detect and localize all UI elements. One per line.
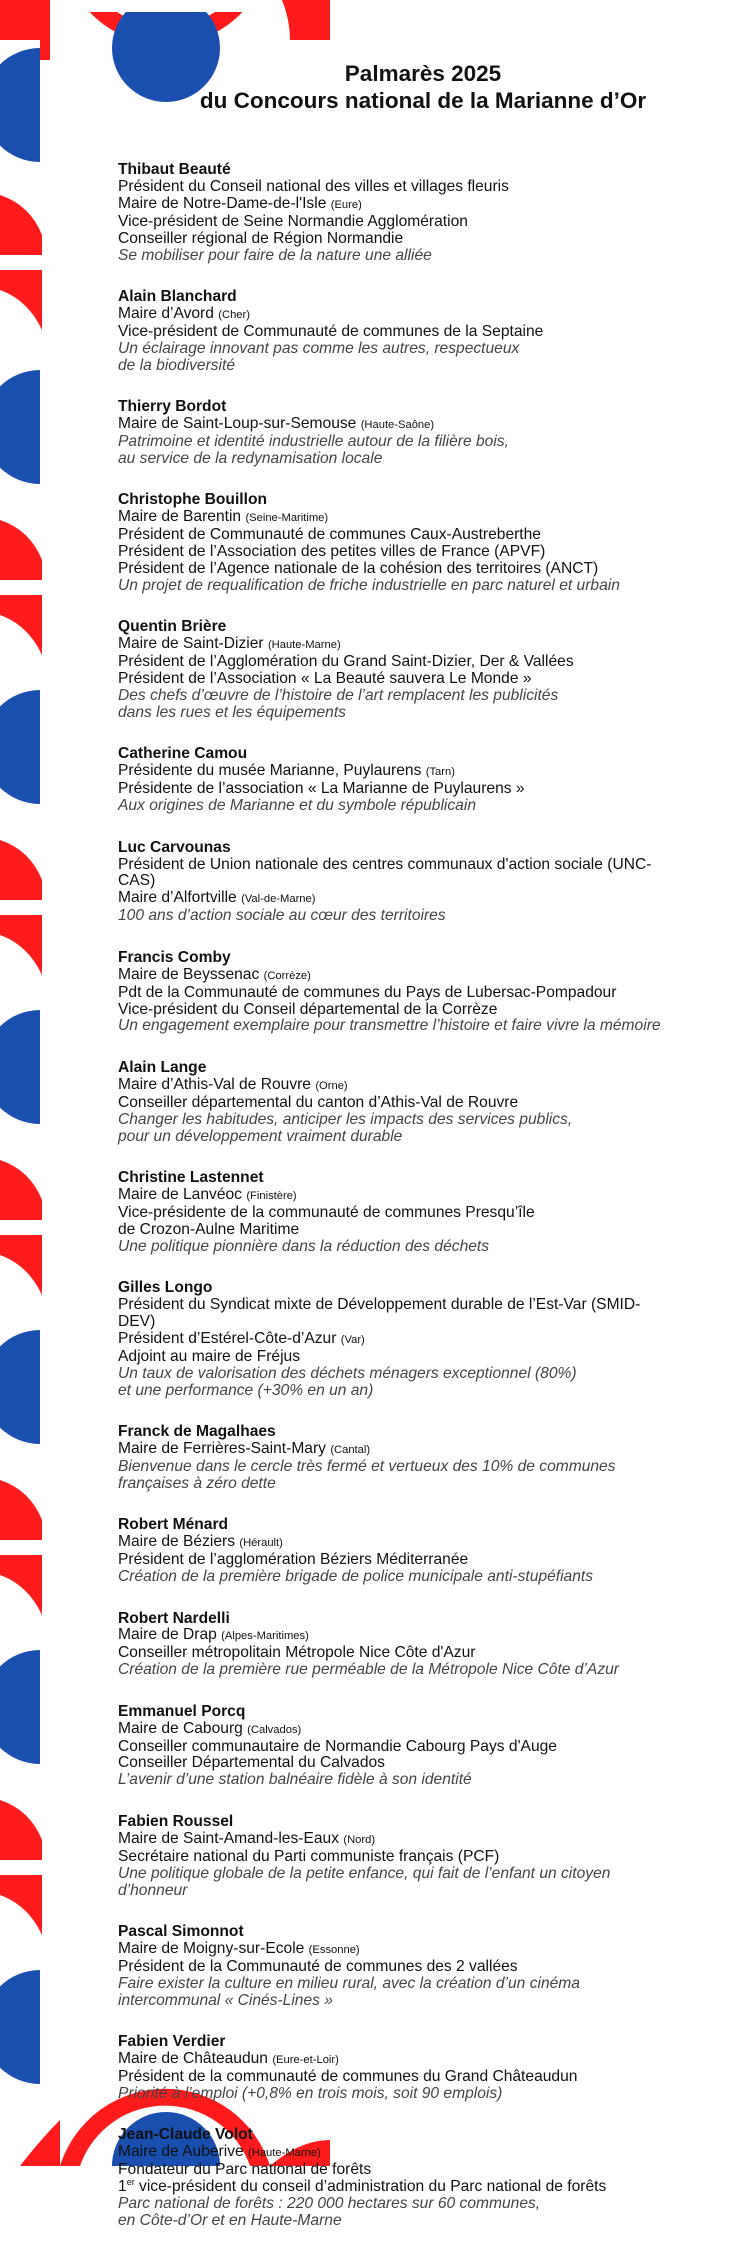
role-region: (Eure) bbox=[330, 198, 362, 211]
laureate-role bbox=[118, 1627, 728, 1645]
laureate-role bbox=[118, 985, 728, 1002]
laureate-role bbox=[118, 416, 728, 434]
laureate-project: Un éclairage innovant pas comme les autres, respectueux de la biodiversité bbox=[118, 339, 520, 374]
role-text: Maire de Saint-Loup-sur-Semouse bbox=[118, 415, 357, 433]
laureate-role bbox=[118, 1441, 728, 1459]
role-region: (Seine-Maritime) bbox=[245, 512, 329, 525]
role-text: Maire de Notre-Dame-de-l'Isle bbox=[118, 194, 327, 212]
role-region: (Alpes-Maritimes) bbox=[221, 1630, 309, 1643]
laureate-role bbox=[118, 1331, 728, 1349]
laureate-role bbox=[118, 231, 728, 248]
role-text: Président de Union nationale des centres communaux d'action sociale (UNC- CAS) bbox=[118, 855, 652, 890]
role-text: Maire de Béziers bbox=[118, 1533, 235, 1551]
role-text: Maire de Barentin bbox=[118, 508, 242, 526]
laureate-project: Patrimoine et identité industrielle autour de la filière bois, au service de la redynamisation locale bbox=[118, 432, 509, 467]
laureate-role bbox=[118, 544, 728, 561]
laureate-name: Robert Nardelli bbox=[118, 1609, 230, 1627]
laureate-name: Fabien Verdier bbox=[118, 2033, 226, 2051]
laureate-name: Jean-Claude Volot bbox=[118, 2126, 253, 2144]
laureate-role bbox=[118, 2144, 728, 2162]
laureate-role bbox=[118, 1849, 728, 1866]
laureate-role bbox=[118, 214, 728, 231]
laureate-project: Un engagement exemplaire pour transmettre l’histoire et faire vivre la mémoire bbox=[118, 1017, 661, 1035]
role-text: Conseiller départemental du canton d’Athis-Val de Rouvre bbox=[118, 1093, 519, 1111]
role-text: Président de l’Association « La Beauté sauvera Le Monde » bbox=[118, 670, 532, 688]
role-region: (Orne) bbox=[315, 1079, 348, 1092]
role-text: Conseiller communautaire de Normandie Cabourg Pays d'Auge bbox=[118, 1737, 557, 1755]
laureate-project: Changer les habitudes, anticiper les impacts des services publics, pour un développement vraiment durable bbox=[118, 1110, 573, 1145]
role-text: Maire d’Alfortville bbox=[118, 889, 237, 907]
role-text: Maire d’Avord bbox=[118, 304, 214, 322]
laureate-role bbox=[118, 2176, 728, 2196]
laureate-role bbox=[118, 1721, 728, 1739]
laureate-name: Francis Comby bbox=[118, 948, 231, 966]
laureate-entry bbox=[118, 1170, 728, 1256]
laureate-role bbox=[118, 306, 728, 324]
role-region: (Tarn) bbox=[425, 766, 455, 779]
role-region: (Nord) bbox=[343, 1833, 376, 1846]
laureate-project: Une politique pionnière dans la réduction des déchets bbox=[118, 1237, 490, 1255]
laureate-role bbox=[118, 196, 728, 214]
laureate-entry bbox=[118, 1280, 728, 1399]
laureate-role bbox=[118, 1534, 728, 1552]
role-region: (Cantal) bbox=[330, 1444, 371, 1456]
role-text: Président du Conseil national des villes et villages fleuris bbox=[118, 177, 509, 195]
role-text: Maire de Auberive bbox=[118, 2143, 244, 2161]
laureate-name: Pascal Simonnot bbox=[118, 1923, 244, 1940]
laureate-role bbox=[118, 1297, 728, 1331]
laureate-name: Luc Carvounas bbox=[118, 838, 231, 856]
laureate-role bbox=[118, 509, 728, 527]
laureate-entry bbox=[118, 289, 728, 375]
laureate-role bbox=[118, 1552, 728, 1569]
laureate-role bbox=[118, 857, 728, 891]
role-region: (Calvados) bbox=[247, 1723, 302, 1736]
role-prefix: 1 bbox=[118, 2178, 127, 2196]
role-region: (Val-de-Marne) bbox=[241, 893, 316, 906]
laureate-name: Christine Lastennet bbox=[118, 1169, 264, 1187]
laureate-project: Une politique globale de la petite enfance, qui fait de l’enfant un citoyen d’honneur bbox=[118, 1864, 611, 1899]
role-text: Vice-président du Conseil départemental de la Corrèze bbox=[118, 1000, 498, 1018]
laureate-name: Thibaut Beauté bbox=[118, 161, 231, 178]
role-text: Président d’Estérel-Côte-d’Azur bbox=[118, 1329, 337, 1347]
laureate-role bbox=[118, 2162, 728, 2179]
laureate-role bbox=[118, 890, 728, 908]
laureate-entry bbox=[118, 840, 728, 926]
laureate-role bbox=[118, 671, 728, 688]
laureate-role bbox=[118, 781, 728, 798]
role-text: Présidente de l’association « La Marianne de Puylaurens » bbox=[118, 780, 525, 798]
role-text: Président de l’Association des petites villes de France (APVF) bbox=[118, 543, 546, 561]
laureate-entry bbox=[118, 950, 728, 1036]
laureate-project: Priorité à l’emploi (+0,8% en trois mois, soit 90 emplois) bbox=[118, 2084, 503, 2102]
laureate-entry bbox=[118, 619, 728, 721]
role-text: Maire de Beyssenac bbox=[118, 965, 260, 983]
laureate-name: Quentin Brière bbox=[118, 618, 227, 636]
role-text: Adjoint au maire de Fréjus bbox=[118, 1347, 301, 1365]
laureate-role bbox=[118, 967, 728, 985]
role-text: Maire de Saint-Dizier bbox=[118, 635, 264, 653]
laureate-project: Des chefs d’œuvre de l’histoire de l’art remplacent les publicités dans les rues et les équipements bbox=[118, 687, 559, 721]
laureate-role bbox=[118, 1959, 728, 1976]
laureate-name: Franck de Magalhaes bbox=[118, 1423, 276, 1441]
laureate-role bbox=[118, 1187, 728, 1205]
page-title bbox=[118, 60, 728, 114]
laureate-entry bbox=[118, 1814, 728, 1900]
laureate-project: Bienvenue dans le cercle très fermé et vertueux des 10% de communes françaises à zéro dette bbox=[118, 1457, 616, 1492]
laureate-role bbox=[118, 2051, 728, 2069]
role-text: Président de Communauté de communes Caux-Austreberthe bbox=[118, 526, 541, 544]
role-text: Président du Syndicat mixte de Développement durable de l’Est-Var (SMID- DEV) bbox=[118, 1296, 641, 1330]
laureate-project: L’avenir d’une station balnéaire fidèle à son identité bbox=[118, 1771, 472, 1789]
role-text: Maire de Cabourg bbox=[118, 1719, 243, 1737]
laureate-role bbox=[118, 527, 728, 544]
laureate-entry bbox=[118, 746, 728, 815]
laureate-role bbox=[118, 324, 728, 341]
laureate-role bbox=[118, 179, 728, 196]
laureate-list bbox=[118, 162, 728, 2230]
role-text: Président de l’agglomération Béziers Méditerranée bbox=[118, 1551, 469, 1569]
role-text: Conseiller métropolitain Métropole Nice Côte d'Azur bbox=[118, 1644, 476, 1662]
role-text: Maire d’Athis-Val de Rouvre bbox=[118, 1075, 311, 1093]
role-text: Présidente du musée Marianne, Puylaurens bbox=[118, 762, 422, 780]
laureate-role bbox=[118, 1755, 728, 1772]
laureate-entry bbox=[118, 162, 728, 264]
role-text: Fondateur du Parc national de forêts bbox=[118, 2161, 372, 2179]
role-region: (Cher) bbox=[218, 308, 250, 321]
role-text: Vice-président de Communauté de communes de la Septaine bbox=[118, 322, 544, 340]
role-text: Conseiller Départemental du Calvados bbox=[118, 1754, 385, 1772]
laureate-project: Se mobiliser pour faire de la nature une alliée bbox=[118, 246, 432, 264]
role-region: (Finistère) bbox=[246, 1189, 297, 1202]
role-text: Président de l’Agence nationale de la cohésion des territoires (ANCT) bbox=[118, 560, 599, 577]
laureate-role bbox=[118, 763, 728, 781]
role-text: Maire de Châteaudun bbox=[118, 2050, 268, 2068]
role-text: Pdt de la Communauté de communes du Pays de Lubersac-Pompadour bbox=[118, 983, 617, 1001]
laureate-role bbox=[118, 1077, 728, 1095]
laureate-entry bbox=[118, 1060, 728, 1146]
laureate-name: Fabien Roussel bbox=[118, 1812, 234, 1830]
laureate-project: Faire exister la culture en milieu rural, avec la création d’un cinéma intercommunal « Cinés-Lines » bbox=[118, 1974, 580, 2009]
role-text: Maire de Lanvéoc bbox=[118, 1185, 242, 1203]
role-region: (Haute-Marne) bbox=[267, 639, 341, 652]
laureate-name: Gilles Longo bbox=[118, 1279, 213, 1297]
role-text: vice-président du conseil d’administration du Parc national de forêts bbox=[139, 2178, 607, 2196]
role-text: Maire de Ferrières-Saint-Mary bbox=[118, 1440, 326, 1457]
laureate-entry bbox=[118, 492, 728, 594]
laureate-role bbox=[118, 1831, 728, 1849]
role-text: Maire de Moigny-sur-Ecole bbox=[118, 1939, 305, 1957]
laureate-project: Aux origines de Marianne et du symbole républicain bbox=[118, 797, 476, 815]
title-line-1: Palmarès 2025 bbox=[344, 61, 502, 86]
role-superscript: er bbox=[126, 2176, 135, 2187]
laureate-project: Un projet de requalification de friche industrielle en parc naturel et urbain bbox=[118, 576, 620, 594]
laureate-role bbox=[118, 654, 728, 671]
laureate-entry bbox=[118, 1611, 728, 1680]
laureate-role bbox=[118, 1941, 728, 1959]
role-text: Président de la Communauté de communes des 2 vallées bbox=[118, 1957, 518, 1975]
role-text: Vice-présidente de la communauté de communes Presqu’île de Crozon-Aulne Maritime bbox=[118, 1203, 535, 1238]
laureate-entry bbox=[118, 2127, 728, 2229]
document-body bbox=[118, 60, 728, 2254]
laureate-role bbox=[118, 1095, 728, 1112]
role-text: Conseiller régional de Région Normandie bbox=[118, 229, 404, 247]
laureate-name: Christophe Bouillon bbox=[118, 491, 267, 509]
laureate-entry bbox=[118, 1924, 728, 2010]
laureate-name: Emmanuel Porcq bbox=[118, 1702, 246, 1720]
role-region: (Essonne) bbox=[308, 1943, 360, 1956]
role-region: (Var) bbox=[340, 1333, 365, 1346]
laureate-name: Alain Lange bbox=[118, 1058, 207, 1076]
laureate-role bbox=[118, 1645, 728, 1662]
laureate-role bbox=[118, 1739, 728, 1756]
laureate-entry bbox=[118, 1517, 728, 1586]
laureate-role bbox=[118, 2069, 728, 2086]
laureate-entry bbox=[118, 1704, 728, 1790]
laureate-project: 100 ans d’action sociale au cœur des territoires bbox=[118, 907, 446, 925]
laureate-entry bbox=[118, 399, 728, 468]
laureate-role bbox=[118, 1349, 728, 1366]
role-region: (Haute-Marne) bbox=[248, 2147, 321, 2160]
role-text: Secrétaire national du Parti communiste français (PCF) bbox=[118, 1847, 500, 1865]
laureate-role bbox=[118, 1002, 728, 1019]
laureate-entry bbox=[118, 2034, 728, 2103]
laureate-project: Création de la première rue perméable de la Métropole Nice Côte d’Azur bbox=[118, 1661, 619, 1679]
role-text: Maire de Saint-Amand-les-Eaux bbox=[118, 1829, 340, 1847]
laureate-project: Création de la première brigade de police municipale anti-stupéfiants bbox=[118, 1568, 594, 1586]
laureate-name: Robert Ménard bbox=[118, 1516, 229, 1534]
laureate-entry bbox=[118, 1424, 728, 1493]
laureate-project: Parc national de forêts : 220 000 hectares sur 60 communes, en Côte-d’Or et en Haute-Marne bbox=[118, 2194, 541, 2229]
laureate-role bbox=[118, 561, 728, 578]
laureate-role bbox=[118, 1205, 728, 1239]
laureate-name: Catherine Camou bbox=[118, 745, 248, 763]
role-text: Maire de Drap bbox=[118, 1626, 217, 1644]
laureate-name: Thierry Bordot bbox=[118, 398, 227, 416]
laureate-project: Un taux de valorisation des déchets ménagers exceptionnel (80%) et une performance (+30% en un an) bbox=[118, 1364, 577, 1399]
role-region: (Eure-et-Loir) bbox=[272, 2054, 339, 2067]
role-region: (Haute-Saône) bbox=[360, 419, 435, 432]
laureate-name: Alain Blanchard bbox=[118, 288, 237, 306]
role-text: Vice-président de Seine Normandie Agglomération bbox=[118, 212, 468, 230]
role-text: Président de la communauté de communes du Grand Châteaudun bbox=[118, 2067, 578, 2085]
role-text: Président de l’Agglomération du Grand Saint-Dizier, Der & Vallées bbox=[118, 653, 574, 671]
role-region: (Hérault) bbox=[239, 1537, 283, 1550]
laureate-role bbox=[118, 636, 728, 654]
title-line-2: du Concours national de la Marianne d’Or bbox=[199, 88, 647, 113]
role-region: (Corrèze) bbox=[263, 969, 311, 982]
